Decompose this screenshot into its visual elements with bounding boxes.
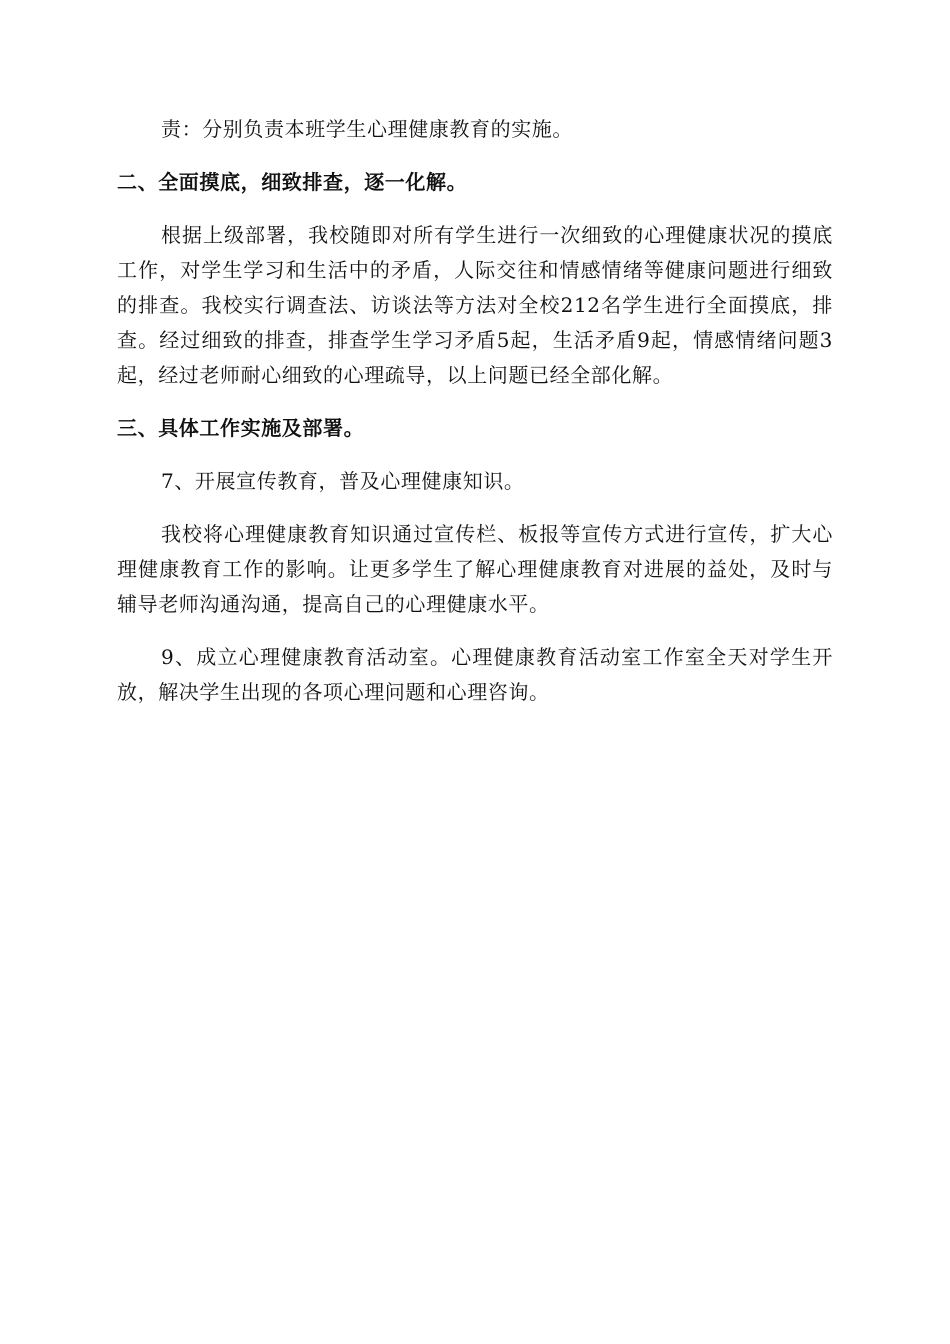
paragraph-survey: 根据上级部署，我校随即对所有学生进行一次细致的心理健康状况的摸底工作，对学生学习和生活中的矛盾，人际交往和情感情绪等健康问题进行细致的排查。我校实行调查法、访谈法等方法对全校212名学生进行全面摸底，排查。经过细致的排查，排查学生学习矛盾5起，生活矛盾9起，情感情绪问题3起，经过老师耐心细致的心理疏导，以上问题已经全部化解。: [117, 223, 833, 387]
paragraph-responsibility: 责：分别负责本班学生心理健康教育的实施。: [161, 117, 573, 141]
paragraph-item-7: 7、开展宣传教育，普及心理健康知识。: [161, 469, 525, 493]
section-heading-2: 二、全面摸底，细致排查，逐一化解。: [117, 170, 468, 194]
section-heading-3: 三、具体工作实施及部署。: [117, 416, 365, 440]
paragraph-item-9: 9、成立心理健康教育活动室。心理健康教育活动室工作室全天对学生开放，解决学生出现的各项心理问题和心理咨询。: [117, 645, 833, 704]
document-body: [117, 112, 833, 710]
paragraph-publicity: 我校将心理健康教育知识通过宣传栏、板报等宣传方式进行宣传，扩大心理健康教育工作的影响。让更多学生了解心理健康教育对进展的益处，及时与辅导老师沟通沟通，提高自己的心理健康水平。: [117, 522, 833, 616]
